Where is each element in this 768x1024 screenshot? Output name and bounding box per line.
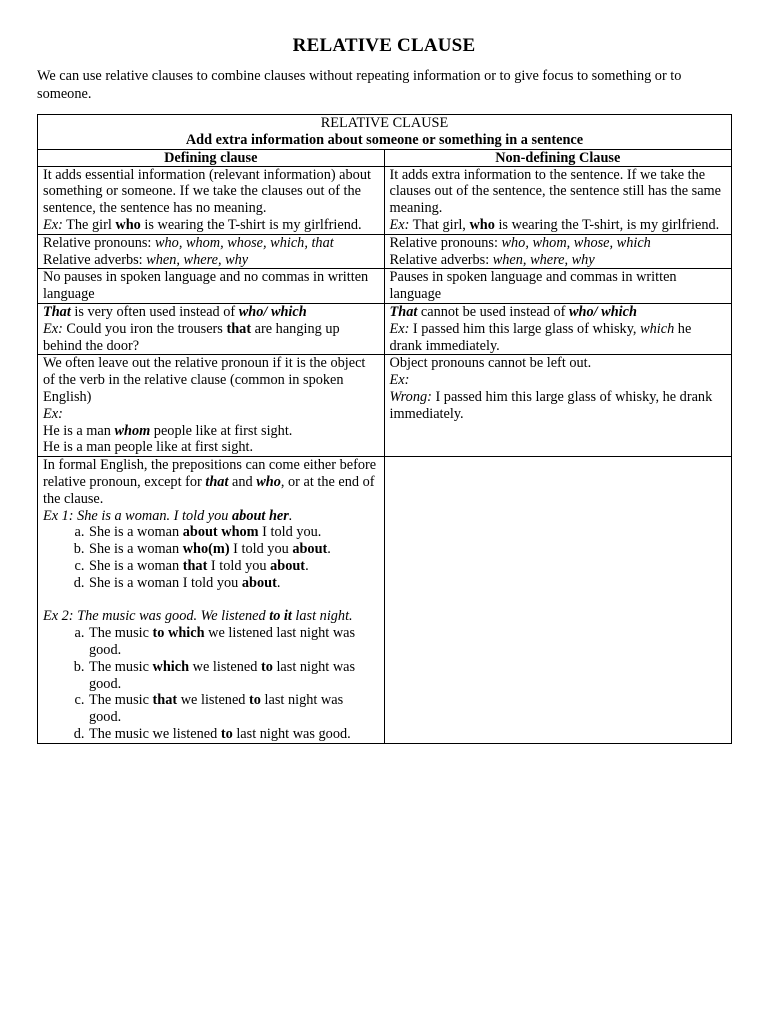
list-item: a. She is a woman about whom I told you. (88, 524, 379, 541)
example-text: last night. (291, 608, 353, 625)
example-label: Ex: (389, 320, 410, 337)
example-text: Ex 2: The music was good. We listened (43, 608, 270, 625)
keyword-that: that (205, 473, 229, 490)
table-row (38, 457, 732, 744)
example-text: is wearing the T-shirt, is my girlfriend. (494, 216, 720, 233)
rule-text: and (228, 473, 257, 490)
example-keyword: about her (232, 507, 289, 524)
example-1-list (43, 524, 379, 591)
example-text: I passed him this large glass of whisky, he drank immediately. (389, 388, 713, 422)
pronouns-list: who, whom, whose, which, that (154, 234, 334, 251)
example-keyword: who (115, 216, 141, 233)
pronouns-list: who, whom, whose, which (501, 234, 651, 251)
example-text: I passed him this large glass of whisky, (409, 320, 641, 337)
nondefining-cell-empty (384, 457, 731, 744)
defining-cell-pronouns (38, 234, 385, 269)
adverbs-list: when, where, why (146, 251, 249, 268)
list-item: c. The music that we listened to last night was good. (88, 692, 379, 726)
rule-text: We often leave out the relative pronoun if it is the object of the verb in the relative clause (common in spoken English) (43, 355, 366, 405)
spacer (43, 592, 379, 609)
column-header-row (38, 149, 732, 166)
example-text: Ex 1: She is a woman. I told you (43, 507, 233, 524)
rule-text: Object pronouns cannot be left out. (389, 355, 592, 372)
relative-clause-table (37, 114, 732, 744)
example-text: That girl, (409, 216, 470, 233)
list-item: b. The music which we listened to last night was good. (88, 659, 379, 693)
table-heading-title: RELATIVE CLAUSE (320, 115, 449, 131)
defining-meaning-text: It adds essential information (relevant information) about something or someone. If we take the clauses out of the sentence, the sentence has no meaning. (43, 166, 371, 217)
example-label: Ex: (43, 216, 63, 233)
example-keyword: to it (269, 608, 292, 625)
rule-text: is very often used instead of (70, 303, 239, 320)
table-row (38, 303, 732, 354)
keyword-who: who (256, 473, 281, 490)
example-label: Ex: (389, 216, 410, 233)
example-text: Could you iron the trousers (62, 320, 227, 337)
example-keyword: that (226, 320, 252, 337)
nondefining-meaning-text: It adds extra information to the sentence. If we take the clauses out of the sentence, the sentence still has the same meaning. (389, 166, 722, 217)
keyword-who-which: who/ which (569, 303, 637, 320)
example-label: Ex: (389, 372, 410, 389)
example-2-list (43, 625, 379, 743)
example-text: He is a man people like at first sight. (43, 439, 254, 456)
rule-text: cannot be used instead of (417, 303, 569, 320)
adverbs-label: Relative adverbs: (43, 251, 147, 268)
nondefining-cell-omission (384, 355, 731, 457)
example-text: The girl (62, 216, 116, 233)
example-keyword: who (469, 216, 495, 233)
pronouns-label: Relative pronouns: (389, 234, 502, 251)
list-item: c. She is a woman that I told you about. (88, 558, 379, 575)
list-item: a. The music to which we listened last night was good. (88, 625, 379, 659)
adverbs-list: when, where, why (492, 251, 595, 268)
list-item: d. She is a woman I told you about. (88, 575, 379, 592)
column-header-defining: Defining clause (38, 149, 385, 166)
table-heading (38, 115, 732, 150)
example-text: people like at first sight. (150, 422, 293, 439)
example-text: He is a man (43, 422, 115, 439)
page-title: RELATIVE CLAUSE (292, 35, 476, 56)
defining-cell-prepositions (38, 457, 385, 744)
rule-text: , or at the end of the clause. (43, 473, 375, 507)
keyword-who-which: who/ which (238, 303, 307, 320)
defining-cell-that (38, 303, 385, 354)
defining-cell-meaning (38, 166, 385, 234)
example-2-heading (43, 608, 353, 624)
nondefining-cell-meaning (384, 166, 731, 234)
defining-cell-omission (38, 355, 385, 457)
adverbs-label: Relative adverbs: (389, 251, 493, 268)
table-row (38, 234, 732, 269)
wrong-label: Wrong: (389, 388, 432, 405)
table-heading-row (38, 115, 732, 150)
table-row (38, 166, 732, 234)
keyword-that: That (43, 303, 71, 320)
example-text: . (288, 507, 293, 524)
intro-paragraph: We can use relative clauses to combine clauses without repeating information or to give focus to something or to someone. (37, 68, 682, 102)
example-label: Ex: (43, 320, 63, 337)
example-text: is wearing the T-shirt is my girlfriend. (140, 216, 362, 233)
column-header-nondefining: Non-defining Clause (384, 149, 731, 166)
defining-cell-pauses: No pauses in spoken language and no commas in written language (38, 269, 385, 304)
example-keyword: which (640, 320, 675, 337)
table-subheading: Add extra information about someone or something in a sentence (185, 131, 584, 148)
example-1-heading (43, 508, 292, 524)
table-row (38, 269, 732, 304)
keyword-that: That (389, 303, 418, 320)
nondefining-cell-pauses: Pauses in spoken language and commas in written language (384, 269, 731, 304)
list-item: d. The music we listened to last night was good. (88, 726, 379, 743)
list-item: b. She is a woman who(m) I told you about. (88, 541, 379, 558)
table-row (38, 355, 732, 457)
example-text: are hanging up behind the door? (43, 320, 340, 354)
nondefining-cell-pronouns (384, 234, 731, 269)
nondefining-cell-that (384, 303, 731, 354)
pronouns-label: Relative pronouns: (43, 234, 155, 251)
rule-text: In formal English, the prepositions can come either before relative pronoun, except for (43, 457, 377, 490)
example-label: Ex: (43, 405, 63, 422)
example-keyword: whom (114, 422, 151, 439)
example-text: he drank immediately. (389, 320, 692, 354)
